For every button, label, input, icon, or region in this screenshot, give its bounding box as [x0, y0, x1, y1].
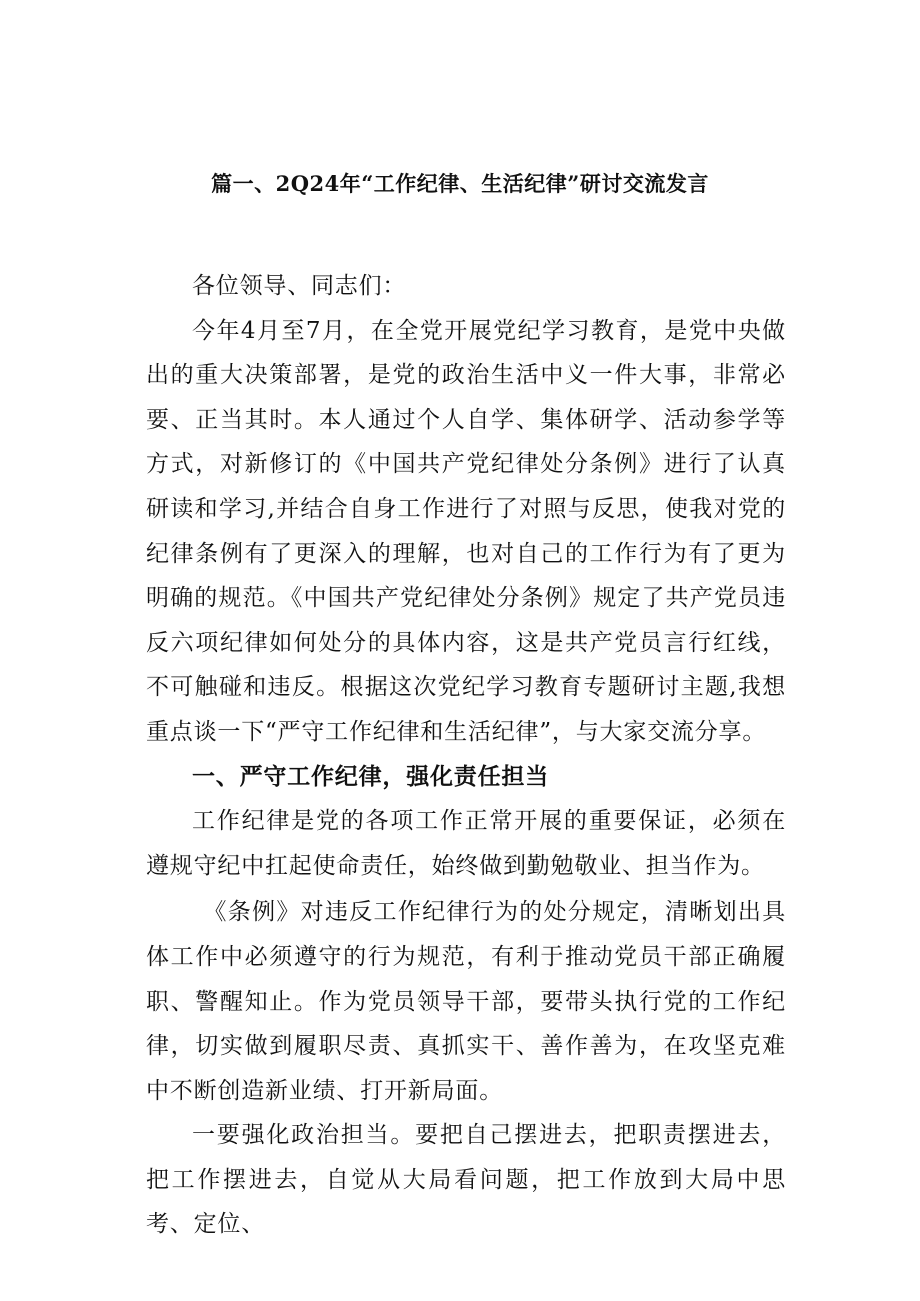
section-heading: 一、严守工作纪律，强化责任担当: [192, 762, 549, 790]
salutation: 各位领导、同志们：: [192, 273, 407, 299]
paragraph-work-discipline: 工作纪律是党的各项工作正常开展的重要保证，必须在遵规守纪中扛起使命责任，始终做到勤勉敬业、担当作为。: [146, 808, 786, 879]
document-body: [146, 264, 786, 1247]
paragraph-regulations: 《条例》对违反工作纪律行为的处分规定，清晰划出具体工作中必须遵守的行为规范，有利于推动党员干部正确履职、警醒知止。作为党员领导干部，要带头执行党的工作纪律，切实做到履职尽责、真抓实干、善作善为，在攻坚克难中不断创造新业绩、打开新局面。: [146, 899, 786, 1104]
paragraph-intro: 今年4月至7月，在全党开展党纪学习教育，是党中央做出的重大决策部署，是党的政治生活中义一件大事，非常必要、正当其时。本人通过个人自学、集体研学、活动参学等方式，对新修订的《中国共产党纪律处分条例》进行了认真研读和学习,并结合自身工作进行了对照与反思，使我对党的纪律条例有了更深入的理解，也对自己的工作行为有了更为明确的规范。《中国共产党纪律处分条例》规定了共产党员违反六项纪律如何处分的具体内容，这是共产党员言行红线，不可触碰和违反。根据这次党纪学习教育专题研讨主题,我想重点谈一下“严守工作纪律和生活纪律”，与大家交流分享。: [146, 317, 786, 745]
document-title: 篇一、2Q24年“工作纪律、生活纪律”研讨交流发言: [211, 171, 709, 196]
paragraph-political-responsibility: 一要强化政治担当。要把自己摆进去，把职责摆进去，把工作摆进去，自觉从大局看问题，把工作放到大局中思考、定位、: [146, 1122, 786, 1238]
